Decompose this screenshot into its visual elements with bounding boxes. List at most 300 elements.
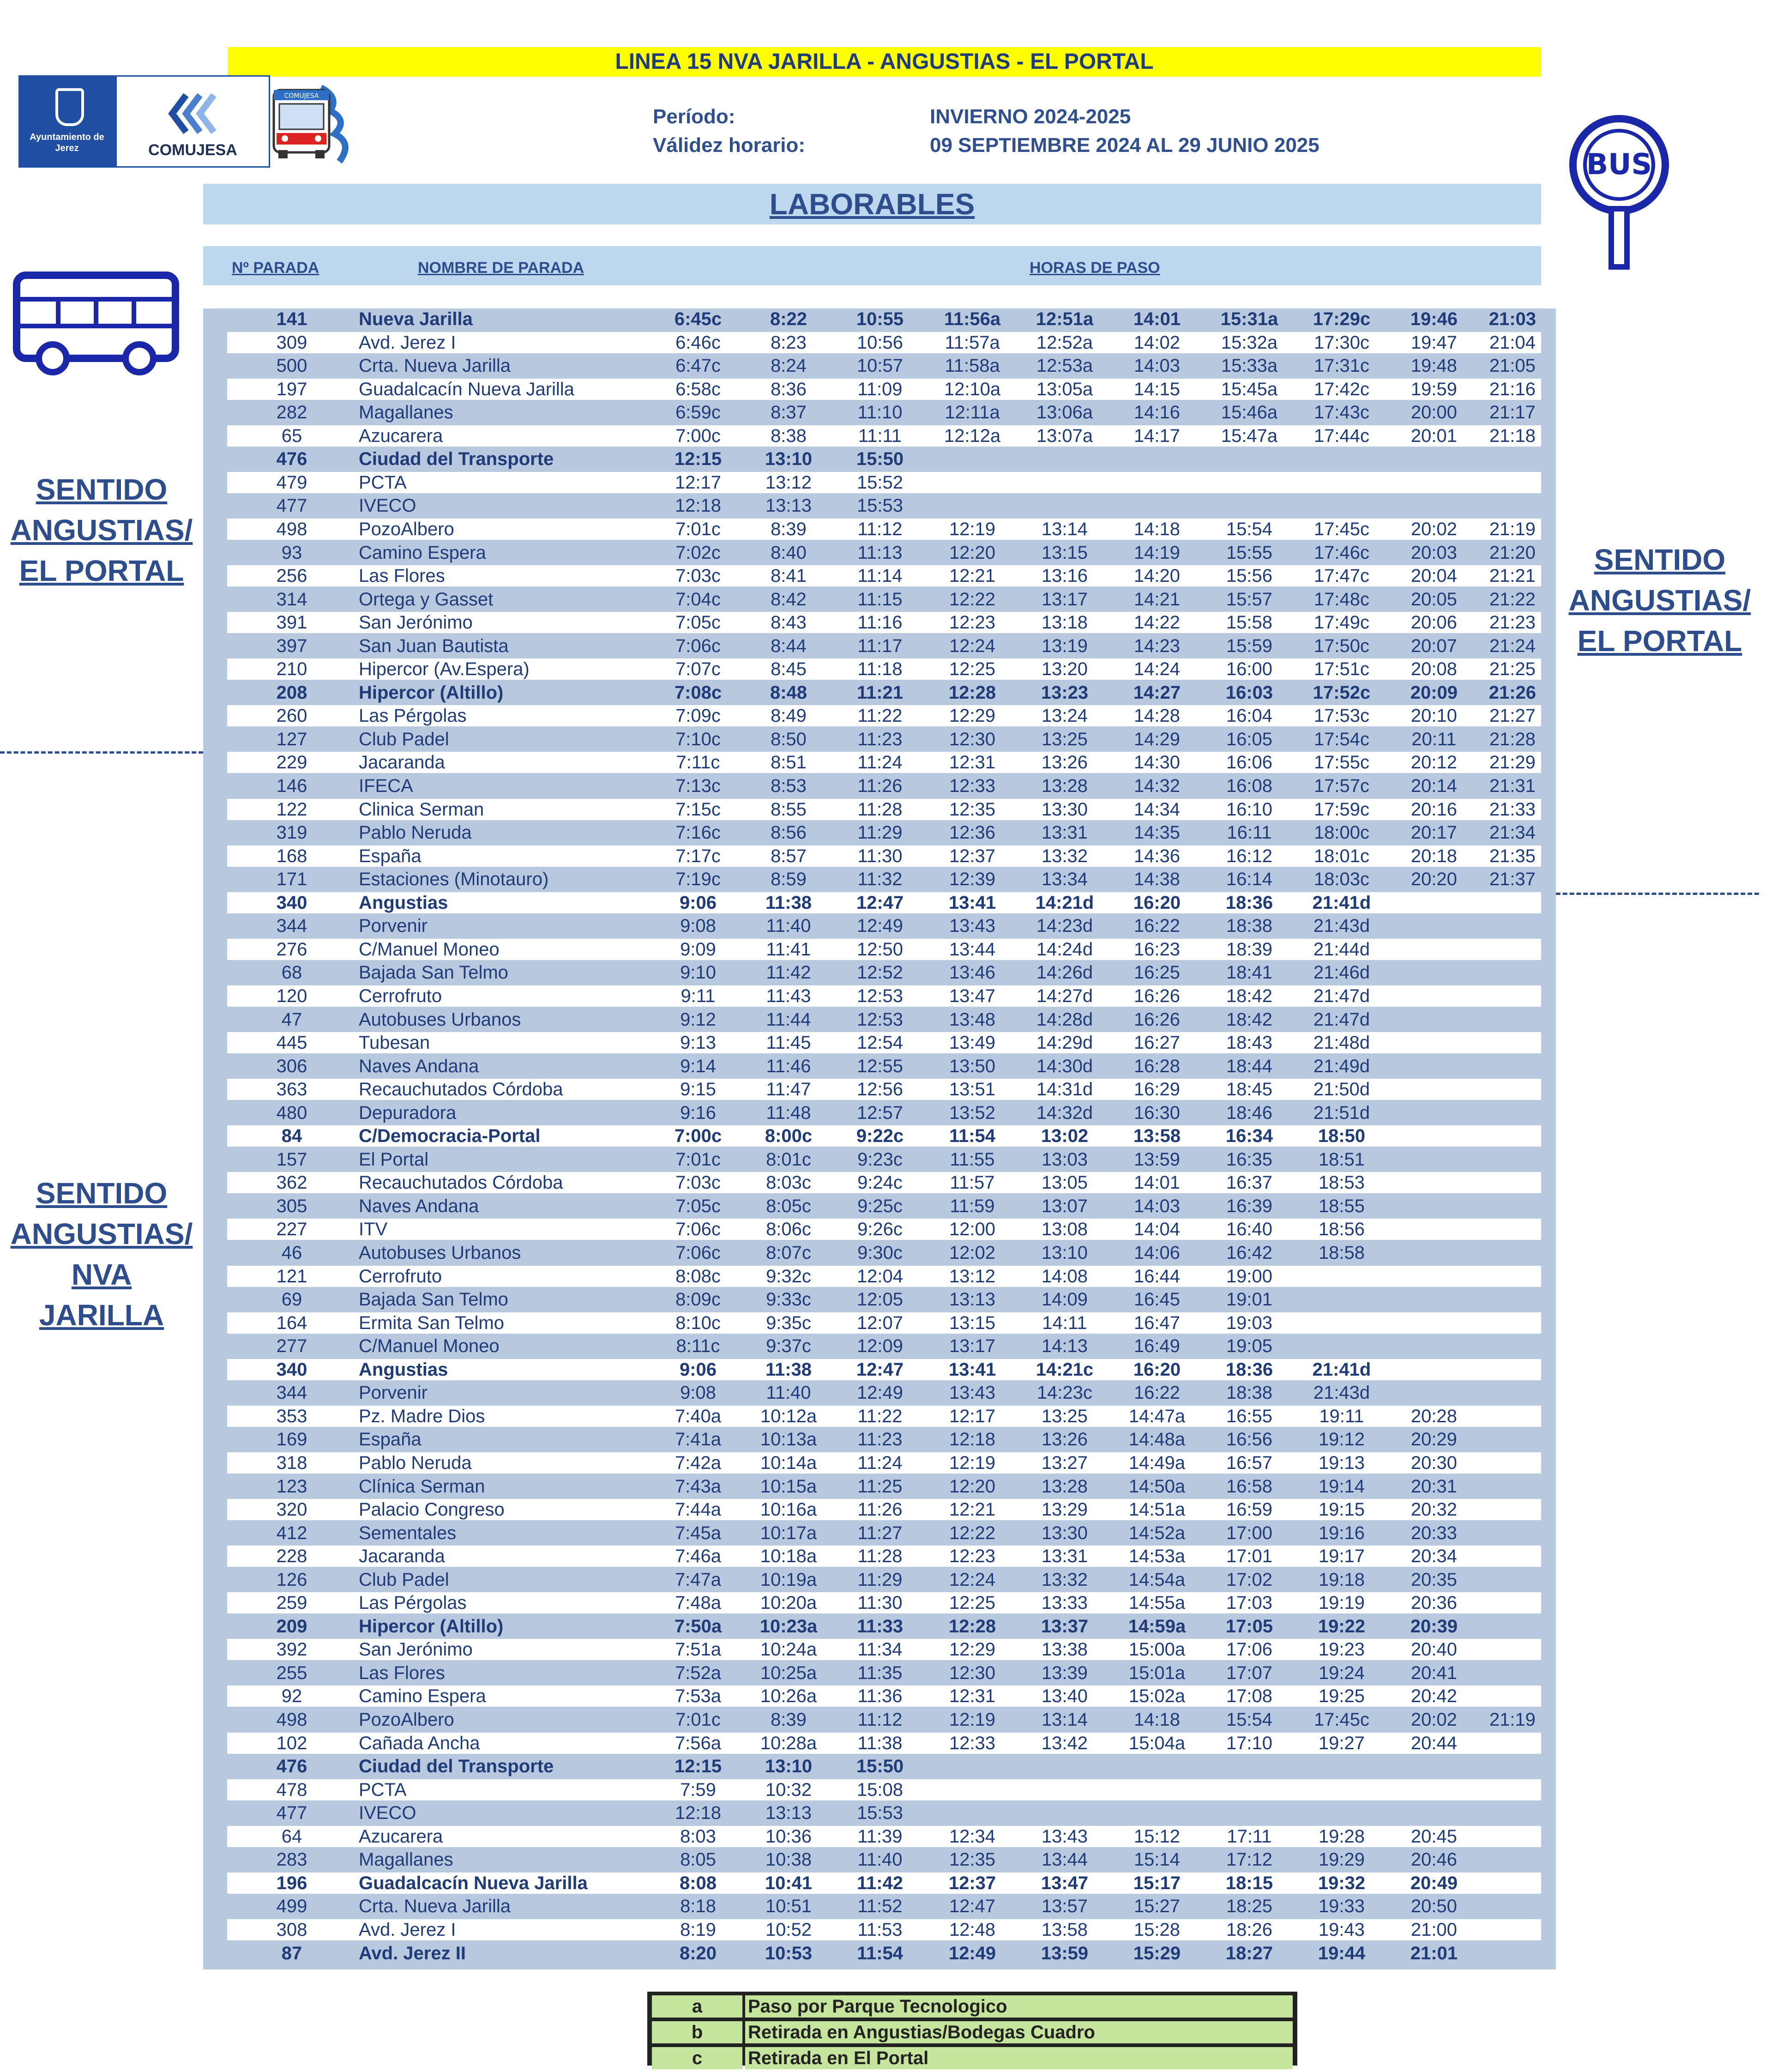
departure-time: 16:11 [1227, 822, 1272, 843]
departure-time: 13:47 [949, 986, 996, 1006]
departure-time: 14:04 [1133, 1219, 1181, 1239]
departure-time: 18:56 [1318, 1219, 1365, 1239]
stop-name: Guadalcacín Nueva Jarilla [359, 379, 574, 399]
departure-time: 14:23 [1133, 636, 1181, 656]
stop-name: Pz. Madre Dios [359, 1406, 485, 1426]
departure-time: 13:27 [1041, 1453, 1088, 1473]
departure-time: 21:28 [1489, 729, 1536, 749]
legend-key: b [652, 2021, 742, 2043]
departure-time: 19:44 [1318, 1943, 1366, 1963]
departure-time: 20:06 [1410, 612, 1458, 633]
departure-time: 13:08 [1041, 1219, 1088, 1239]
departure-time: 15:57 [1226, 589, 1273, 610]
departure-time: 11:28 [857, 799, 903, 820]
legend-text: Retirada en Angustias/Bodegas Cuadro [745, 2021, 1293, 2043]
departure-time: 7:56a [675, 1733, 722, 1753]
departure-time: 12:05 [856, 1289, 904, 1310]
departure-time: 11:25 [857, 1476, 903, 1497]
departure-time: 11:23 [857, 729, 903, 749]
departure-time: 16:29 [1133, 1079, 1181, 1099]
departure-time: 10:53 [765, 1943, 813, 1963]
departure-time: 16:25 [1133, 962, 1181, 983]
departure-time: 13:30 [1041, 799, 1088, 820]
departure-time: 14:49a [1128, 1453, 1186, 1473]
departure-time: 17:30c [1313, 332, 1370, 353]
departure-time: 10:20a [760, 1593, 817, 1613]
departure-time: 13:40 [1041, 1686, 1088, 1706]
departure-time: 14:24d [1036, 939, 1093, 960]
departure-time: 15:08 [856, 1780, 904, 1800]
departure-time: 8:18 [680, 1896, 716, 1916]
table-row [227, 1522, 1541, 1544]
stop-number: 46 [281, 1243, 302, 1263]
departure-time: 13:37 [1041, 1616, 1089, 1637]
departure-time: 21:26 [1488, 683, 1536, 703]
departure-time: 15:17 [1133, 1873, 1181, 1893]
departure-time: 7:40a [675, 1406, 722, 1426]
departure-time: 14:47a [1128, 1406, 1186, 1426]
departure-time: 9:26c [857, 1219, 903, 1239]
departure-time: 8:43 [771, 612, 807, 633]
departure-time: 12:23 [949, 1546, 996, 1566]
departure-time: 11:30 [857, 846, 903, 866]
table-row [227, 1873, 1541, 1894]
departure-time: 17:54c [1313, 729, 1370, 749]
direction-label-left-top: SENTIDO ANGUSTIAS/ EL PORTAL [10, 473, 193, 587]
departure-time: 12:10a [944, 379, 1001, 399]
departure-time: 18:00c [1313, 822, 1370, 843]
stop-number: 306 [276, 1056, 307, 1076]
stop-number: 123 [276, 1476, 307, 1497]
table-row [227, 1312, 1541, 1334]
stop-name: Camino Espera [359, 1686, 486, 1706]
table-row [227, 1499, 1541, 1520]
departure-time: 10:17a [760, 1523, 817, 1543]
departure-time: 11:15 [857, 589, 903, 610]
departure-time: 7:00c [675, 426, 721, 446]
departure-time: 13:52 [949, 1103, 996, 1123]
table-row [227, 519, 1541, 540]
departure-time: 14:27 [1133, 683, 1181, 703]
departure-time: 12:49 [948, 1943, 996, 1963]
departure-time: 19:12 [1318, 1429, 1365, 1450]
departure-time: 18:42 [1226, 986, 1273, 1006]
departure-time: 6:47c [675, 356, 721, 376]
departure-time: 20:20 [1410, 869, 1458, 889]
departure-time: 8:38 [771, 426, 807, 446]
stop-name: Azucarera [359, 426, 443, 446]
departure-time: 7:45a [675, 1523, 722, 1543]
departure-time: 16:12 [1226, 846, 1273, 866]
stop-name: Las Pérgolas [359, 1593, 467, 1613]
departure-time: 9:16 [680, 1103, 716, 1123]
departure-time: 8:08c [675, 1266, 721, 1287]
departure-time: 11:26 [857, 1499, 903, 1520]
legend-key: a [652, 1995, 742, 2018]
departure-time: 14:09 [1041, 1289, 1088, 1310]
departure-time: 18:43 [1226, 1033, 1273, 1053]
departure-time: 8:09c [675, 1289, 721, 1310]
departure-time: 11:40 [766, 916, 811, 936]
departure-time: 12:34 [949, 1826, 996, 1847]
departure-time: 12:57 [856, 1103, 904, 1123]
departure-time: 13:41 [948, 1359, 996, 1380]
departure-time: 8:03 [680, 1826, 716, 1847]
departure-time: 7:06c [675, 1219, 721, 1239]
departure-time: 18:55 [1318, 1196, 1365, 1216]
departure-time: 12:00 [949, 1219, 996, 1239]
departure-time: 18:36 [1225, 893, 1273, 913]
stop-number: 314 [276, 589, 307, 610]
departure-time: 10:41 [765, 1873, 813, 1893]
departure-time: 21:47d [1313, 1009, 1370, 1030]
departure-time: 11:47 [766, 1079, 811, 1099]
bus-icon [12, 271, 180, 378]
departure-time: 7:59 [680, 1780, 716, 1800]
table-row [227, 1406, 1541, 1427]
table-row [227, 1125, 1541, 1147]
table-row [227, 915, 1541, 936]
table-row [227, 962, 1541, 983]
stop-number: 68 [281, 962, 302, 983]
departure-time: 12:33 [949, 1733, 996, 1753]
departure-time: 20:28 [1410, 1406, 1458, 1426]
departure-time: 20:35 [1410, 1570, 1458, 1590]
table-header [203, 246, 1541, 285]
stop-number: 84 [281, 1126, 302, 1146]
departure-time: 11:22 [857, 706, 903, 726]
departure-time: 13:31 [1041, 1546, 1088, 1566]
departure-time: 10:16a [760, 1499, 817, 1520]
departure-time: 12:18 [675, 1803, 722, 1823]
legend [647, 1992, 1297, 2066]
table-row [227, 635, 1541, 657]
departure-time: 16:22 [1133, 1383, 1181, 1403]
departure-time: 11:36 [857, 1686, 903, 1706]
departure-time: 17:06 [1226, 1639, 1273, 1660]
departure-time: 13:10 [1041, 1243, 1088, 1263]
departure-time: 19:14 [1318, 1476, 1365, 1497]
departure-time: 14:29 [1133, 729, 1181, 749]
stop-name: Estaciones (Minotauro) [359, 869, 549, 889]
bus-stop-sign-text: BUS [1586, 147, 1652, 181]
departure-time: 11:24 [857, 1453, 903, 1473]
departure-time: 16:57 [1226, 1453, 1273, 1473]
departure-time: 12:55 [856, 1056, 904, 1076]
table-row [227, 1592, 1541, 1613]
departure-time: 17:11 [1227, 1826, 1272, 1847]
departure-time: 13:17 [949, 1336, 996, 1356]
departure-time: 13:15 [949, 1313, 996, 1333]
section-divider-left [0, 751, 203, 754]
departure-time: 8:41 [771, 566, 807, 586]
departure-time: 15:58 [1226, 612, 1273, 633]
departure-time: 9:06 [679, 893, 717, 913]
departure-time: 17:03 [1226, 1593, 1273, 1613]
departure-time: 7:53a [675, 1686, 722, 1706]
departure-time: 19:05 [1226, 1336, 1273, 1356]
departure-time: 19:43 [1318, 1920, 1365, 1940]
stop-name: Autobuses Urbanos [359, 1009, 521, 1030]
departure-time: 11:41 [766, 939, 811, 960]
departure-time: 15:50 [856, 1756, 904, 1776]
departure-time: 16:04 [1226, 706, 1273, 726]
table-row [227, 892, 1541, 913]
stop-name: Autobuses Urbanos [359, 1243, 521, 1263]
departure-time: 8:19 [680, 1920, 716, 1940]
departure-time: 16:14 [1226, 869, 1273, 889]
departure-time: 11:23 [857, 1429, 903, 1450]
departure-time: 12:31 [949, 752, 996, 773]
departure-time: 12:50 [856, 939, 904, 960]
stop-name: IFECA [359, 776, 413, 796]
departure-time: 10:24a [760, 1639, 817, 1660]
departure-time: 10:19a [760, 1570, 817, 1590]
table-row [227, 1756, 1541, 1777]
departure-time: 9:22c [856, 1126, 904, 1146]
stop-number: 318 [276, 1453, 307, 1473]
departure-time: 8:48 [770, 683, 807, 703]
departure-time: 14:17 [1133, 426, 1181, 446]
departure-time: 12:30 [949, 729, 996, 749]
departure-time: 20:16 [1410, 799, 1458, 820]
departure-time: 12:19 [949, 519, 996, 539]
stop-name: San Juan Bautista [359, 636, 509, 656]
departure-time: 15:14 [1133, 1849, 1181, 1870]
departure-time: 14:15 [1133, 379, 1181, 399]
stop-number: 476 [276, 449, 307, 469]
table-row [227, 775, 1541, 797]
bus-badge-logo [270, 79, 355, 171]
departure-time: 8:55 [771, 799, 807, 820]
departure-time: 14:28 [1133, 706, 1181, 726]
departure-time: 7:01c [675, 1710, 721, 1730]
departure-time: 16:08 [1226, 776, 1273, 796]
departure-time: 13:16 [1041, 566, 1088, 586]
departure-time: 9:15 [680, 1079, 716, 1099]
departure-time: 11:30 [857, 1593, 903, 1613]
departure-time: 12:29 [949, 706, 996, 726]
departure-time: 12:17 [949, 1406, 996, 1426]
departure-time: 20:36 [1410, 1593, 1458, 1613]
legend-row [650, 1995, 1295, 2020]
departure-time: 14:28d [1036, 1009, 1093, 1030]
departure-time: 17:51c [1313, 659, 1370, 679]
departure-time: 19:32 [1318, 1873, 1366, 1893]
stop-number: 259 [276, 1593, 307, 1613]
table-row [227, 1219, 1541, 1240]
departure-time: 8:07c [766, 1243, 811, 1263]
departure-time: 12:19 [949, 1453, 996, 1473]
departure-time: 21:29 [1489, 752, 1536, 773]
departure-time: 11:10 [857, 402, 903, 423]
departure-time: 14:35 [1133, 822, 1181, 843]
departure-time: 21:05 [1489, 356, 1536, 376]
departure-time: 12:11a [945, 402, 1000, 423]
departure-time: 7:02c [675, 543, 721, 563]
departure-time: 10:57 [856, 356, 904, 376]
departure-time: 12:23 [949, 612, 996, 633]
departure-time: 16:06 [1226, 752, 1273, 773]
departure-time: 15:56 [1226, 566, 1273, 586]
departure-time: 16:28 [1133, 1056, 1181, 1076]
departure-time: 13:19 [1041, 636, 1088, 656]
stop-number: 157 [276, 1149, 307, 1170]
stop-name: Angustias [359, 893, 448, 913]
departure-time: 8:50 [771, 729, 807, 749]
departure-time: 21:25 [1489, 659, 1536, 679]
stop-number: 479 [276, 472, 307, 493]
departure-time: 17:49c [1313, 612, 1370, 633]
departure-time: 16:00 [1226, 659, 1273, 679]
departure-time: 14:54a [1128, 1570, 1186, 1590]
stop-number: 391 [276, 612, 307, 633]
departure-time: 10:38 [765, 1849, 812, 1870]
departure-time: 18:39 [1226, 939, 1273, 960]
stop-name: Ortega y Gasset [359, 589, 494, 610]
departure-time: 21:37 [1489, 869, 1536, 889]
departure-time: 7:03c [675, 566, 721, 586]
departure-time: 11:43 [766, 986, 811, 1006]
departure-time: 9:08 [680, 916, 716, 936]
table-row [227, 1079, 1541, 1100]
departure-time: 13:20 [1041, 659, 1088, 679]
departure-time: 19:29 [1318, 1849, 1365, 1870]
departure-time: 7:09c [675, 706, 721, 726]
table-row [227, 682, 1541, 703]
stop-name: Club Padel [359, 1570, 449, 1590]
stop-name: Hipercor (Altillo) [359, 1616, 504, 1637]
departure-time: 20:31 [1410, 1476, 1458, 1497]
departure-time: 19:47 [1410, 332, 1458, 353]
departure-time: 19:23 [1318, 1639, 1365, 1660]
departure-time: 10:13a [760, 1429, 817, 1450]
stop-name: C/Manuel Moneo [359, 939, 500, 960]
departure-time: 18:01c [1313, 846, 1370, 866]
table-row [227, 1685, 1541, 1707]
departure-time: 16:26 [1133, 986, 1181, 1006]
departure-time: 12:31 [949, 1686, 996, 1706]
stop-number: 362 [276, 1172, 307, 1193]
departure-time: 16:39 [1226, 1196, 1273, 1216]
departure-time: 7:05c [675, 1196, 721, 1216]
departure-time: 13:42 [1041, 1733, 1088, 1753]
departure-time: 12:48 [949, 1920, 996, 1940]
stop-number: 196 [276, 1873, 307, 1893]
departure-time: 11:48 [766, 1103, 811, 1123]
departure-time: 21:50d [1313, 1079, 1370, 1099]
table-row [227, 752, 1541, 773]
departure-time: 13:57 [1041, 1896, 1088, 1916]
departure-time: 19:28 [1318, 1826, 1365, 1847]
stop-name: Depuradora [359, 1103, 457, 1123]
legend-key: c [652, 2047, 742, 2069]
departure-time: 13:31 [1041, 822, 1088, 843]
departure-time: 17:42c [1313, 379, 1370, 399]
stop-name: Las Flores [359, 566, 445, 586]
departure-time: 13:17 [1041, 589, 1088, 610]
departure-time: 17:10 [1226, 1733, 1273, 1753]
departure-time: 21:19 [1489, 1710, 1536, 1730]
departure-time: 19:22 [1318, 1616, 1366, 1637]
departure-time: 21:41d [1312, 1359, 1371, 1380]
table-row [227, 448, 1541, 470]
stop-name: Camino Espera [359, 543, 486, 563]
table-row [227, 1849, 1541, 1870]
stop-number: 320 [276, 1499, 307, 1520]
departure-time: 7:17c [675, 846, 721, 866]
day-type-banner [203, 184, 1541, 224]
departure-time: 21:21 [1489, 566, 1536, 586]
departure-time: 20:40 [1410, 1639, 1458, 1660]
departure-time: 7:42a [675, 1453, 722, 1473]
departure-time: 18:45 [1226, 1079, 1273, 1099]
stop-name: Palacio Congreso [359, 1499, 505, 1520]
departure-time: 15:55 [1226, 543, 1273, 563]
departure-time: 8:20 [679, 1943, 717, 1963]
departure-time: 6:45c [674, 309, 722, 329]
departure-time: 21:16 [1489, 379, 1536, 399]
departure-time: 11:22 [857, 1406, 903, 1426]
departure-time: 16:23 [1133, 939, 1181, 960]
departure-time: 7:03c [675, 1172, 721, 1193]
table-row [227, 1639, 1541, 1660]
departure-time: 7:52a [675, 1663, 722, 1683]
departure-time: 11:12 [857, 519, 903, 539]
departure-time: 9:24c [857, 1172, 903, 1193]
departure-time: 9:32c [766, 1266, 811, 1287]
departure-time: 8:45 [771, 659, 807, 679]
stop-number: 197 [276, 379, 307, 399]
stop-number: 498 [276, 1710, 307, 1730]
departure-time: 9:37c [766, 1336, 811, 1356]
departure-time: 13:49 [949, 1033, 996, 1053]
departure-time: 20:39 [1410, 1616, 1458, 1637]
stop-number: 87 [281, 1943, 302, 1963]
departure-time: 6:46c [675, 332, 721, 353]
departure-time: 9:35c [766, 1313, 811, 1333]
departure-time: 13:26 [1041, 1429, 1088, 1450]
table-row [227, 1452, 1541, 1474]
departure-time: 7:43a [675, 1476, 722, 1497]
table-row [227, 1826, 1541, 1847]
departure-time: 13:07a [1036, 426, 1093, 446]
stop-number: 93 [281, 543, 302, 563]
stop-name: PozoAlbero [359, 519, 454, 539]
stop-number: 169 [276, 1429, 307, 1450]
table-row [227, 729, 1541, 750]
stop-number: 168 [276, 846, 307, 866]
departure-time: 14:38 [1133, 869, 1181, 889]
departure-time: 12:49 [856, 1383, 904, 1403]
stop-number: 208 [276, 683, 307, 703]
departure-time: 17:52c [1313, 683, 1371, 703]
departure-time: 21:18 [1489, 426, 1536, 446]
departure-time: 13:43 [1041, 1826, 1088, 1847]
departure-time: 9:33c [766, 1289, 811, 1310]
departure-time: 10:25a [760, 1663, 817, 1683]
departure-time: 12:33 [949, 776, 996, 796]
departure-time: 16:40 [1226, 1219, 1273, 1239]
departure-time: 11:24 [857, 752, 903, 773]
departure-time: 17:31c [1313, 356, 1370, 376]
departure-time: 13:25 [1041, 729, 1088, 749]
departure-time: 14:01 [1133, 309, 1181, 329]
departure-time: 15:52 [856, 472, 904, 493]
departure-time: 11:58a [945, 356, 1000, 376]
stop-number: 228 [276, 1546, 307, 1566]
departure-time: 20:32 [1410, 1499, 1458, 1520]
